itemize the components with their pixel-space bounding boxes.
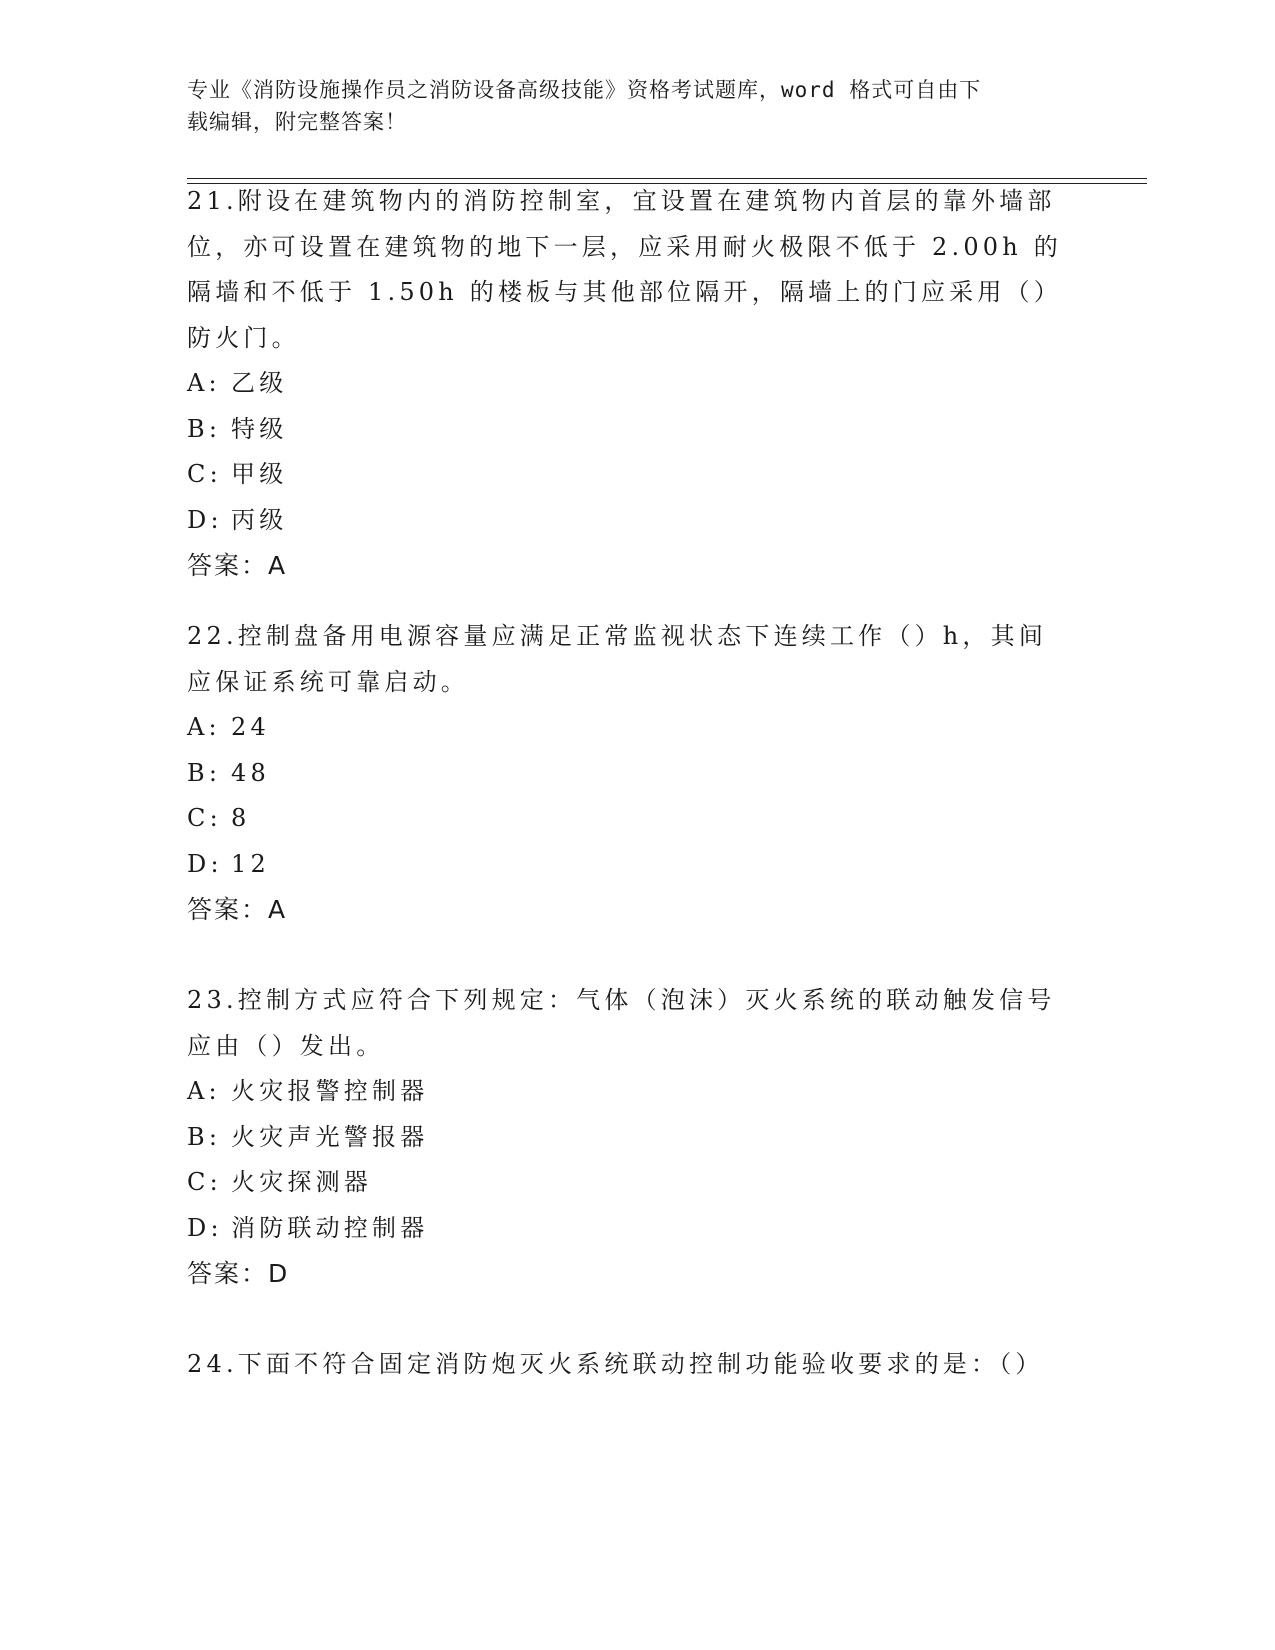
option-a — [187, 361, 1087, 407]
header-line-1: 专业《消防设施操作员之消防设备高级技能》资格考试题库，word 格式可自由下 — [187, 78, 982, 102]
option-letter: C: — [187, 804, 222, 832]
option-text: 火灾声光警报器 — [231, 1122, 429, 1151]
option-d — [187, 1206, 1087, 1252]
question-stem-line: 24.下面不符合固定消防炮灭火系统联动控制功能验收要求的是：（） — [187, 1350, 1044, 1378]
option-letter: B: — [187, 758, 222, 787]
question-22 — [187, 614, 1087, 933]
option-letter: B: — [187, 1122, 222, 1151]
option-text: 消防联动控制器 — [231, 1213, 429, 1242]
option-text: 火灾探测器 — [231, 1168, 372, 1196]
answer-line: 答案：D — [187, 1259, 290, 1288]
option-text: 24 — [231, 713, 270, 741]
option-letter: A: — [187, 1077, 221, 1105]
option-text: 48 — [231, 758, 270, 787]
option-letter: C: — [187, 460, 222, 488]
question-stem-line: 22.控制盘备用电源容量应满足正常监视状态下连续工作（）h，其间 — [187, 622, 1048, 650]
question-stem-line: 23.控制方式应符合下列规定：气体（泡沫）灭火系统的联动触发信号 — [187, 986, 1056, 1014]
option-c — [187, 1160, 1087, 1206]
question-stem-line: 应保证系统可靠启动。 — [187, 667, 469, 696]
option-text: 8 — [231, 804, 251, 832]
question-stem-line: 防火门。 — [187, 323, 300, 352]
option-letter: A: — [187, 713, 221, 741]
option-b — [187, 407, 1087, 453]
option-text: 甲级 — [231, 460, 288, 488]
answer-line: 答案：A — [187, 551, 288, 580]
option-letter: D: — [187, 1213, 223, 1242]
option-b — [187, 1115, 1087, 1161]
option-text: 丙级 — [231, 505, 288, 534]
question-24 — [187, 1342, 1087, 1388]
option-text: 12 — [231, 849, 270, 878]
option-letter: C: — [187, 1168, 222, 1196]
question-21 — [187, 179, 1087, 589]
option-letter: B: — [187, 414, 222, 443]
option-text: 火灾报警控制器 — [231, 1077, 429, 1105]
question-stem-line: 隔墙和不低于 1.50h 的楼板与其他部位隔开，隔墙上的门应采用（） — [187, 278, 1062, 306]
option-d — [187, 842, 1087, 888]
option-text: 乙级 — [231, 369, 288, 397]
document-header — [187, 74, 1067, 138]
option-a — [187, 705, 1087, 751]
option-b — [187, 751, 1087, 797]
question-stem-line: 21.附设在建筑物内的消防控制室，宜设置在建筑物内首层的靠外墙部 — [187, 187, 1056, 215]
question-23 — [187, 978, 1087, 1297]
option-c — [187, 796, 1087, 842]
option-text: 特级 — [231, 414, 288, 443]
option-a — [187, 1069, 1087, 1115]
option-d — [187, 498, 1087, 544]
question-stem-line: 位，亦可设置在建筑物的地下一层，应采用耐火极限不低于 2.00h 的 — [187, 232, 1062, 261]
option-letter: A: — [187, 369, 221, 397]
option-letter: D: — [187, 505, 223, 534]
answer-line: 答案：A — [187, 895, 288, 924]
option-letter: D: — [187, 849, 223, 878]
question-stem-line: 应由（）发出。 — [187, 1031, 385, 1060]
option-c — [187, 452, 1087, 498]
header-line-2: 载编辑，附完整答案！ — [187, 110, 407, 134]
